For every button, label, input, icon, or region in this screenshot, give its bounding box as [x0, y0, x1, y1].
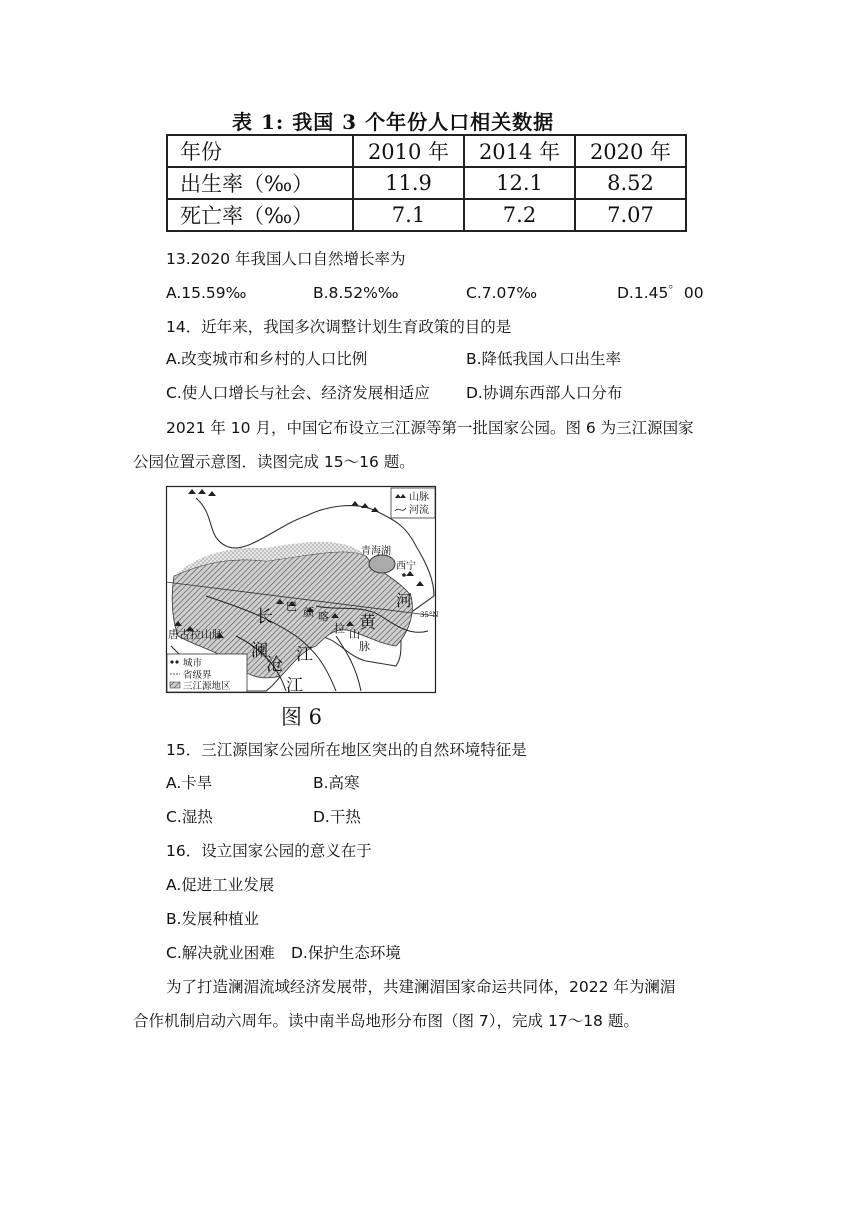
qinghai-lake — [369, 555, 395, 573]
label-shan: 山 — [349, 628, 360, 641]
q16-option-a: A.促进工业发展 — [166, 876, 275, 894]
table-cell: 死亡率（‰） — [167, 199, 353, 231]
sanjiangyuan-map — [166, 486, 439, 696]
legend-city-label: 城市 — [183, 658, 203, 669]
q13-option-a: A.15.59‰ — [166, 284, 247, 302]
table-header-cell: 2020 年 — [575, 135, 686, 167]
legend-mountain-label: 山脉 — [409, 492, 429, 503]
q13-option-d: D.1.45゜00 — [617, 284, 704, 302]
question-13-stem: 13.2020 年我国人口自然增长率为 — [166, 250, 406, 268]
label-yan: 颜 — [303, 606, 314, 619]
label-chang: 长 — [256, 607, 273, 627]
passage-intro-line: 公园位置示意图．读图完成 15～16 题。 — [133, 453, 415, 471]
legend-boundary-label: 省级界 — [183, 670, 212, 681]
label-jiang: 江 — [296, 645, 313, 665]
table-row — [167, 199, 686, 231]
table-row — [167, 167, 686, 199]
table-title: 表 1: 我国 3 个年份人口相关数据 — [232, 110, 555, 134]
q15-option-c: C.湿热 — [166, 808, 213, 826]
q14-option-b: B.降低我国人口出生率 — [466, 350, 622, 368]
legend-region-label: 三江源地区 — [183, 681, 231, 692]
figure-caption: 图 6 — [281, 705, 323, 729]
label-latitude: 35°N — [420, 611, 439, 619]
q13-option-b: B.8.52%‰ — [313, 284, 399, 302]
table-header-cell: 年份 — [167, 135, 353, 167]
passage-intro-line: 合作机制启动六周年。读中南半岛地形分布图（图 7），完成 17～18 题。 — [133, 1012, 639, 1030]
table-cell: 出生率（‰） — [167, 167, 353, 199]
label-ba: 巴 — [286, 600, 297, 613]
table-header-row — [167, 135, 686, 167]
q14-option-c: C.使人口增长与社会、经济发展相适应 — [166, 384, 430, 402]
label-tanggula: 唐古拉山脉 — [168, 628, 223, 641]
q15-option-a: A.卡旱 — [166, 774, 213, 792]
label-cang: 沧 — [266, 655, 283, 675]
label-huang: 黄 — [359, 613, 376, 633]
legend-river-label: 河流 — [409, 505, 429, 516]
q15-option-d: D.干热 — [313, 808, 361, 826]
q15-option-b: B.高寒 — [313, 774, 360, 792]
passage-intro-line: 为了打造澜湄流域经济发展带，共建澜湄国家命运共同体，2022 年为澜湄 — [166, 978, 676, 996]
label-la: 拉 — [334, 622, 345, 635]
xining-city-dot — [402, 573, 406, 577]
table-header-cell: 2010 年 — [353, 135, 464, 167]
label-lan: 澜 — [251, 641, 268, 661]
question-15-stem: 15．三江源国家公园所在地区突出的自然环境特征是 — [166, 741, 527, 759]
label-he: 河 — [396, 591, 413, 610]
population-table — [166, 134, 687, 232]
passage-intro-line: 2021 年 10 月，中国它布设立三江源等第一批国家公园。图 6 为三江源国家 — [166, 419, 694, 437]
label-jiang2: 江 — [286, 676, 303, 696]
label-xining: 西宁 — [396, 561, 416, 572]
map-legend-top — [391, 488, 435, 518]
q16-option-d: D.保护生态环境 — [291, 944, 401, 962]
q14-option-d: D.协调东西部人口分布 — [466, 384, 623, 402]
q16-option-c: C.解决就业困难 — [166, 944, 275, 962]
map-legend-bottom — [167, 654, 247, 692]
question-14-stem: 14．近年来，我国多次调整计划生育政策的目的是 — [166, 318, 512, 336]
table-header-cell: 2014 年 — [464, 135, 575, 167]
label-qinghai-lake: 青海湖 — [361, 546, 391, 557]
table-cell: 8.52 — [575, 167, 686, 199]
table-cell: 7.1 — [353, 199, 464, 231]
q13-option-c: C.7.07‰ — [466, 284, 538, 302]
map-figure — [166, 486, 439, 696]
question-16-stem: 16．设立国家公园的意义在于 — [166, 842, 372, 860]
table-cell: 7.07 — [575, 199, 686, 231]
table-cell: 12.1 — [464, 167, 575, 199]
label-mai: 脉 — [359, 640, 370, 653]
label-ka: 喀 — [318, 610, 329, 623]
q14-option-a: A.改变城市和乡村的人口比例 — [166, 350, 368, 368]
table-cell: 11.9 — [353, 167, 464, 199]
table-cell: 7.2 — [464, 199, 575, 231]
q16-option-b: B.发展种植业 — [166, 910, 260, 928]
